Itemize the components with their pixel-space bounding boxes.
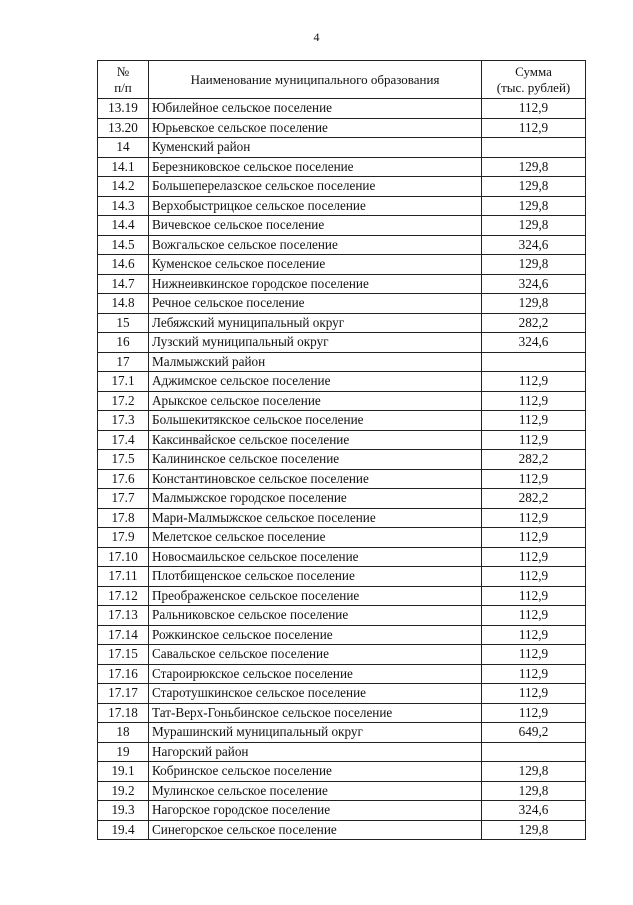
row-name-cell: Константиновское сельское поселение	[149, 469, 482, 489]
row-name-cell: Лузский муниципальный округ	[149, 333, 482, 353]
row-number-cell: 17.3	[98, 411, 149, 431]
table-row	[98, 177, 586, 197]
row-name-cell: Тат-Верх-Гоньбинское сельское поселение	[149, 703, 482, 723]
row-sum-cell: 112,9	[482, 118, 586, 138]
table-row	[98, 469, 586, 489]
table-row	[98, 352, 586, 372]
row-name-cell: Большекитякское сельское поселение	[149, 411, 482, 431]
row-name-cell: Староирюкское сельское поселение	[149, 664, 482, 684]
row-sum-cell: 112,9	[482, 567, 586, 587]
row-name-cell: Нагорское городское поселение	[149, 801, 482, 821]
row-number-cell: 14.5	[98, 235, 149, 255]
header-sum-line2: (тыс. рублей)	[496, 79, 571, 95]
table-row	[98, 606, 586, 626]
row-number-cell: 19.4	[98, 820, 149, 840]
table-row	[98, 567, 586, 587]
row-name-cell: Калининское сельское поселение	[149, 450, 482, 470]
table-row	[98, 684, 586, 704]
row-sum-cell: 112,9	[482, 664, 586, 684]
allocation-table	[97, 60, 586, 840]
table-row	[98, 742, 586, 762]
row-name-cell: Верхобыстрицкое сельское поселение	[149, 196, 482, 216]
table-row	[98, 430, 586, 450]
row-name-cell: Преображенское сельское поселение	[149, 586, 482, 606]
row-name-cell: Мурашинский муниципальный округ	[149, 723, 482, 743]
row-sum-cell: 112,9	[482, 625, 586, 645]
row-number-cell: 13.19	[98, 99, 149, 119]
row-number-cell: 14.8	[98, 294, 149, 314]
row-sum-cell: 112,9	[482, 703, 586, 723]
row-name-cell: Малмыжский район	[149, 352, 482, 372]
table-row	[98, 157, 586, 177]
row-number-cell: 14.4	[98, 216, 149, 236]
row-number-cell: 17.17	[98, 684, 149, 704]
row-name-cell: Рожкинское сельское поселение	[149, 625, 482, 645]
row-name-cell: Вичевское сельское поселение	[149, 216, 482, 236]
row-name-cell: Каксинвайское сельское поселение	[149, 430, 482, 450]
row-sum-cell: 324,6	[482, 333, 586, 353]
row-name-cell: Арыкское сельское поселение	[149, 391, 482, 411]
row-sum-cell: 112,9	[482, 99, 586, 119]
row-number-cell: 14.3	[98, 196, 149, 216]
table-row	[98, 255, 586, 275]
row-number-cell: 17.6	[98, 469, 149, 489]
row-number-cell: 17.14	[98, 625, 149, 645]
table-row	[98, 489, 586, 509]
row-name-cell: Мелетское сельское поселение	[149, 528, 482, 548]
page-number: 4	[313, 30, 320, 44]
row-sum-cell: 129,8	[482, 196, 586, 216]
row-name-cell: Куменский район	[149, 138, 482, 158]
row-sum-cell: 129,8	[482, 177, 586, 197]
table-row	[98, 547, 586, 567]
row-sum-cell: 324,6	[482, 235, 586, 255]
row-sum-cell: 112,9	[482, 508, 586, 528]
table-row	[98, 528, 586, 548]
row-number-cell: 17.16	[98, 664, 149, 684]
header-num	[98, 61, 149, 99]
row-sum-cell: 282,2	[482, 489, 586, 509]
table-row	[98, 333, 586, 353]
row-name-cell: Новосмаильское сельское поселение	[149, 547, 482, 567]
row-sum-cell: 112,9	[482, 645, 586, 665]
row-number-cell: 14	[98, 138, 149, 158]
row-sum-cell: 112,9	[482, 430, 586, 450]
table-row	[98, 664, 586, 684]
table-row	[98, 235, 586, 255]
row-name-cell: Кобринское сельское поселение	[149, 762, 482, 782]
table-row	[98, 294, 586, 314]
row-name-cell: Вожгальское сельское поселение	[149, 235, 482, 255]
row-sum-cell	[482, 742, 586, 762]
row-number-cell: 19.1	[98, 762, 149, 782]
row-number-cell: 19.2	[98, 781, 149, 801]
row-sum-cell: 129,8	[482, 294, 586, 314]
row-number-cell: 17.18	[98, 703, 149, 723]
row-name-cell: Юрьевское сельское поселение	[149, 118, 482, 138]
header-num-line2: п/п	[114, 79, 132, 95]
table-row	[98, 196, 586, 216]
row-name-cell: Нижнеивкинское городское поселение	[149, 274, 482, 294]
row-name-cell: Нагорский район	[149, 742, 482, 762]
table-row	[98, 118, 586, 138]
table-row	[98, 274, 586, 294]
table-row	[98, 391, 586, 411]
row-sum-cell: 112,9	[482, 391, 586, 411]
row-name-cell: Куменское сельское поселение	[149, 255, 482, 275]
table-row	[98, 372, 586, 392]
table-row	[98, 411, 586, 431]
row-name-cell: Большеперелазское сельское поселение	[149, 177, 482, 197]
row-name-cell: Мулинское сельское поселение	[149, 781, 482, 801]
row-sum-cell	[482, 138, 586, 158]
row-number-cell: 17.10	[98, 547, 149, 567]
row-name-cell: Юбилейное сельское поселение	[149, 99, 482, 119]
row-name-cell: Лебяжский муниципальный округ	[149, 313, 482, 333]
row-sum-cell: 112,9	[482, 547, 586, 567]
table-header-row	[98, 61, 586, 99]
row-name-cell: Ральниковское сельское поселение	[149, 606, 482, 626]
row-sum-cell: 112,9	[482, 586, 586, 606]
row-name-cell: Савальское сельское поселение	[149, 645, 482, 665]
table-row	[98, 781, 586, 801]
row-name-cell: Синегорское сельское поселение	[149, 820, 482, 840]
row-number-cell: 14.1	[98, 157, 149, 177]
table-row	[98, 586, 586, 606]
row-number-cell: 17.1	[98, 372, 149, 392]
row-sum-cell: 324,6	[482, 801, 586, 821]
row-name-cell: Речное сельское поселение	[149, 294, 482, 314]
row-number-cell: 17.7	[98, 489, 149, 509]
header-num-line1: №	[116, 63, 130, 79]
row-sum-cell	[482, 352, 586, 372]
row-number-cell: 15	[98, 313, 149, 333]
table-row	[98, 801, 586, 821]
row-number-cell: 17.4	[98, 430, 149, 450]
row-number-cell: 17.8	[98, 508, 149, 528]
table-row	[98, 508, 586, 528]
row-name-cell: Мари-Малмыжское сельское поселение	[149, 508, 482, 528]
row-number-cell: 16	[98, 333, 149, 353]
row-sum-cell: 129,8	[482, 820, 586, 840]
row-sum-cell: 324,6	[482, 274, 586, 294]
row-name-cell: Старотушкинское сельское поселение	[149, 684, 482, 704]
table-row	[98, 762, 586, 782]
table-row	[98, 820, 586, 840]
row-sum-cell: 282,2	[482, 450, 586, 470]
row-number-cell: 18	[98, 723, 149, 743]
row-name-cell: Аджимское сельское поселение	[149, 372, 482, 392]
row-name-cell: Плотбищенское сельское поселение	[149, 567, 482, 587]
row-sum-cell: 112,9	[482, 606, 586, 626]
row-number-cell: 17.9	[98, 528, 149, 548]
row-sum-cell: 129,8	[482, 157, 586, 177]
row-sum-cell: 112,9	[482, 528, 586, 548]
row-number-cell: 17.11	[98, 567, 149, 587]
row-number-cell: 17.13	[98, 606, 149, 626]
row-sum-cell: 282,2	[482, 313, 586, 333]
row-sum-cell: 112,9	[482, 411, 586, 431]
row-name-cell: Березниковское сельское поселение	[149, 157, 482, 177]
row-number-cell: 17.2	[98, 391, 149, 411]
table-row	[98, 313, 586, 333]
row-number-cell: 17.12	[98, 586, 149, 606]
row-number-cell: 17	[98, 352, 149, 372]
table-row	[98, 99, 586, 119]
table-row	[98, 645, 586, 665]
header-sum	[482, 61, 586, 99]
table-body	[98, 99, 586, 840]
header-name: Наименование муниципального образования	[149, 61, 482, 99]
table-row	[98, 450, 586, 470]
row-sum-cell: 129,8	[482, 762, 586, 782]
row-number-cell: 19.3	[98, 801, 149, 821]
row-sum-cell: 649,2	[482, 723, 586, 743]
row-sum-cell: 112,9	[482, 372, 586, 392]
row-number-cell: 17.5	[98, 450, 149, 470]
row-name-cell: Малмыжское городское поселение	[149, 489, 482, 509]
row-number-cell: 19	[98, 742, 149, 762]
row-sum-cell: 129,8	[482, 781, 586, 801]
row-sum-cell: 112,9	[482, 469, 586, 489]
row-number-cell: 14.6	[98, 255, 149, 275]
table-row	[98, 723, 586, 743]
header-sum-line1: Сумма	[515, 63, 552, 79]
table-row	[98, 625, 586, 645]
table-row	[98, 703, 586, 723]
table-row	[98, 138, 586, 158]
row-sum-cell: 129,8	[482, 255, 586, 275]
row-number-cell: 17.15	[98, 645, 149, 665]
row-number-cell: 13.20	[98, 118, 149, 138]
table-row	[98, 216, 586, 236]
row-sum-cell: 112,9	[482, 684, 586, 704]
row-number-cell: 14.2	[98, 177, 149, 197]
row-sum-cell: 129,8	[482, 216, 586, 236]
row-number-cell: 14.7	[98, 274, 149, 294]
